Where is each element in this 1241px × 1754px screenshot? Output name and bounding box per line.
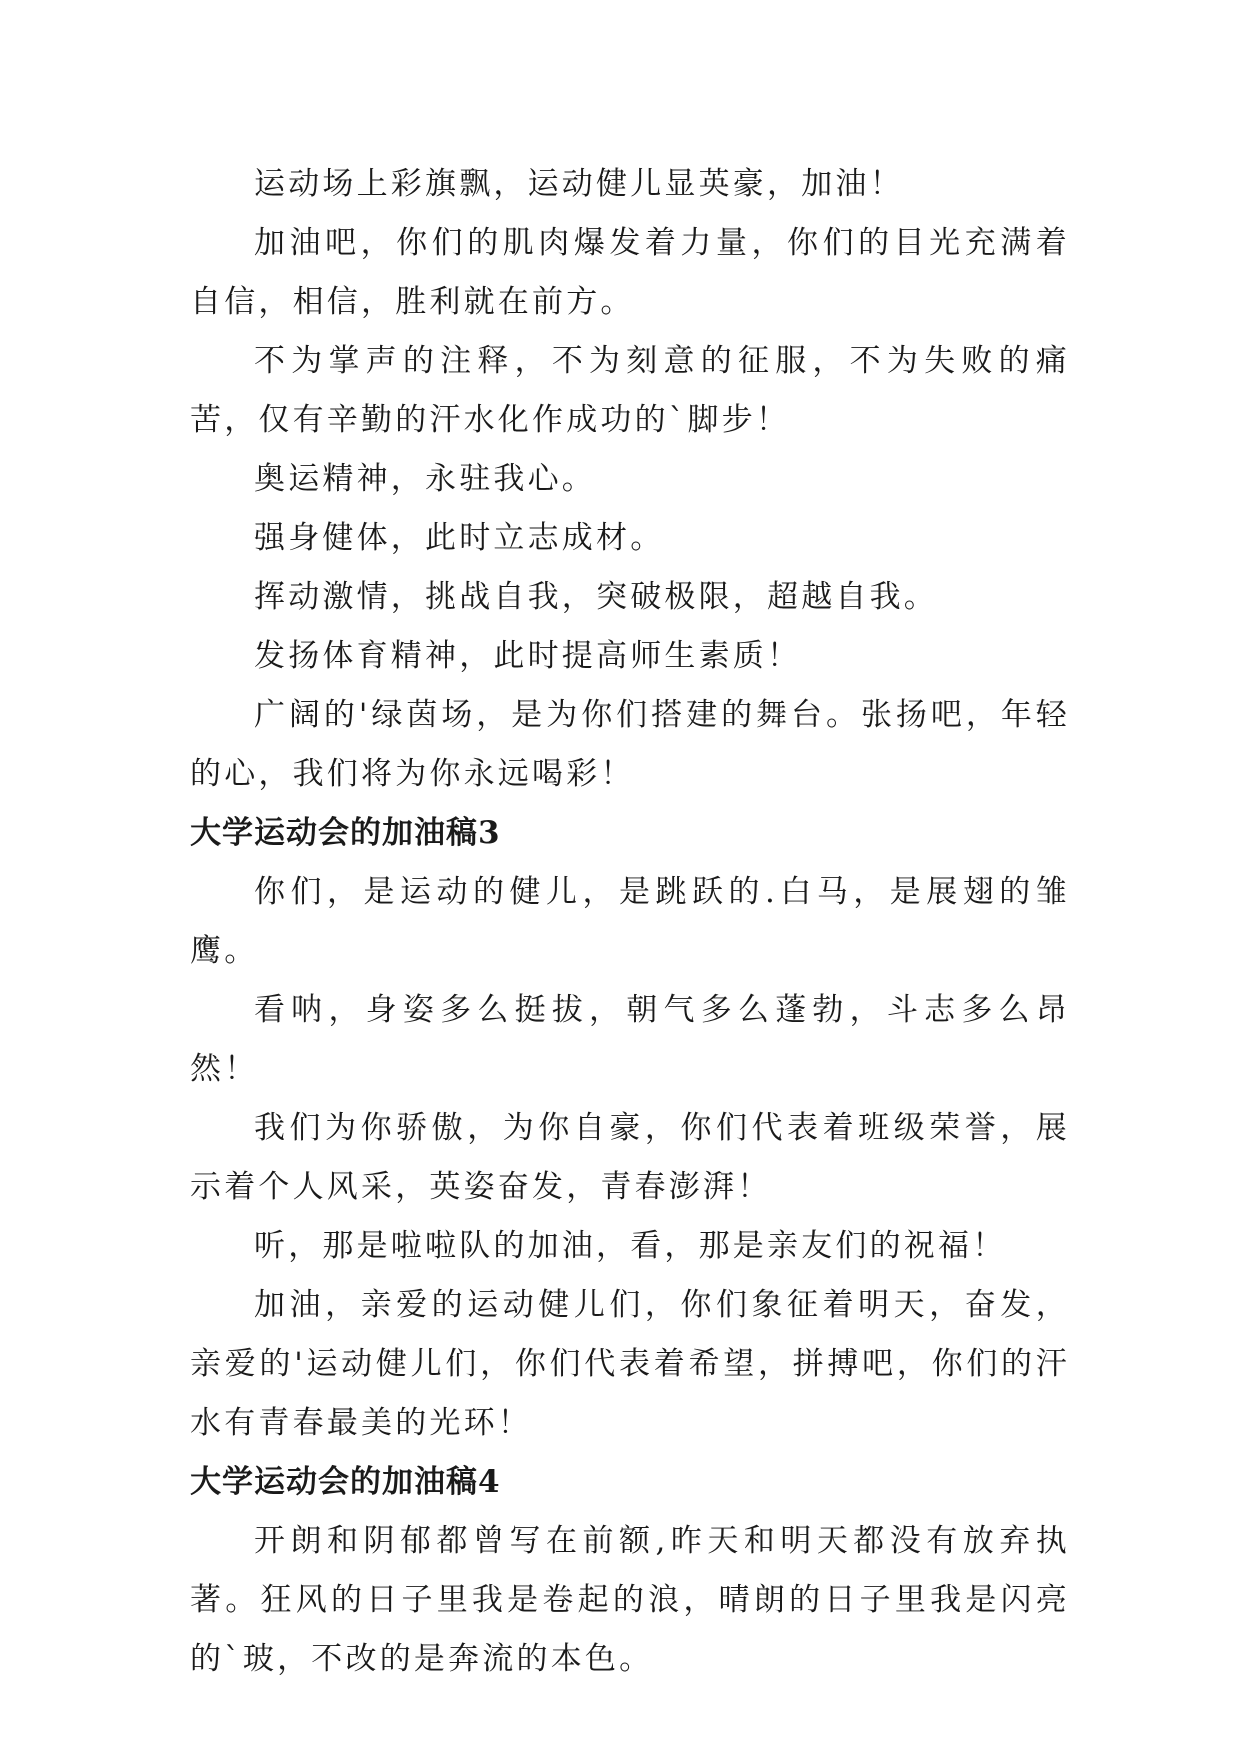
paragraph: 你们，是运动的健儿，是跳跃的.白马，是展翅的雏鹰。 <box>190 874 1070 969</box>
paragraph: 运动场上彩旗飘，运动健儿显英豪，加油！ <box>254 166 904 202</box>
paragraph: 看呐，身姿多么挺拔，朝气多么蓬勃，斗志多么昂然！ <box>190 992 1070 1087</box>
section-heading-4: 大学运动会的加油稿4 <box>190 1464 501 1500</box>
paragraph: 发扬体育精神，此时提高师生素质！ <box>254 638 802 674</box>
paragraph: 挥动激情，挑战自我，突破极限，超越自我。 <box>254 579 938 615</box>
paragraph: 不为掌声的注释，不为刻意的征服，不为失败的痛苦，仅有辛勤的汗水化作成功的`脚步！ <box>190 343 1070 438</box>
paragraph: 我们为你骄傲，为你自豪，你们代表着班级荣誉，展示着个人风采，英姿奋发，青春澎湃！ <box>190 1110 1070 1205</box>
paragraph: 强身健体，此时立志成材。 <box>254 520 665 556</box>
paragraph: 奥运精神，永驻我心。 <box>254 461 596 497</box>
paragraph: 听，那是啦啦队的加油，看，那是亲友们的祝福！ <box>254 1228 1007 1264</box>
paragraph: 开朗和阴郁都曾写在前额,昨天和明天都没有放弃执著。狂风的日子里我是卷起的浪，晴朗的日子里我是闪亮的`玻，不改的是奔流的本色。 <box>190 1523 1070 1677</box>
paragraph: 加油吧，你们的肌肉爆发着力量，你们的目光充满着自信，相信，胜利就在前方。 <box>190 225 1070 320</box>
paragraph: 广阔的'绿茵场，是为你们搭建的舞台。张扬吧，年轻的心，我们将为你永远喝彩！ <box>190 697 1070 792</box>
document-body <box>190 155 1070 1689</box>
paragraph: 加油，亲爱的运动健儿们，你们象征着明天，奋发，亲爱的'运动健儿们，你们代表着希望，拼搏吧，你们的汗水有青春最美的光环！ <box>190 1287 1070 1441</box>
section-heading-3: 大学运动会的加油稿3 <box>190 815 501 851</box>
